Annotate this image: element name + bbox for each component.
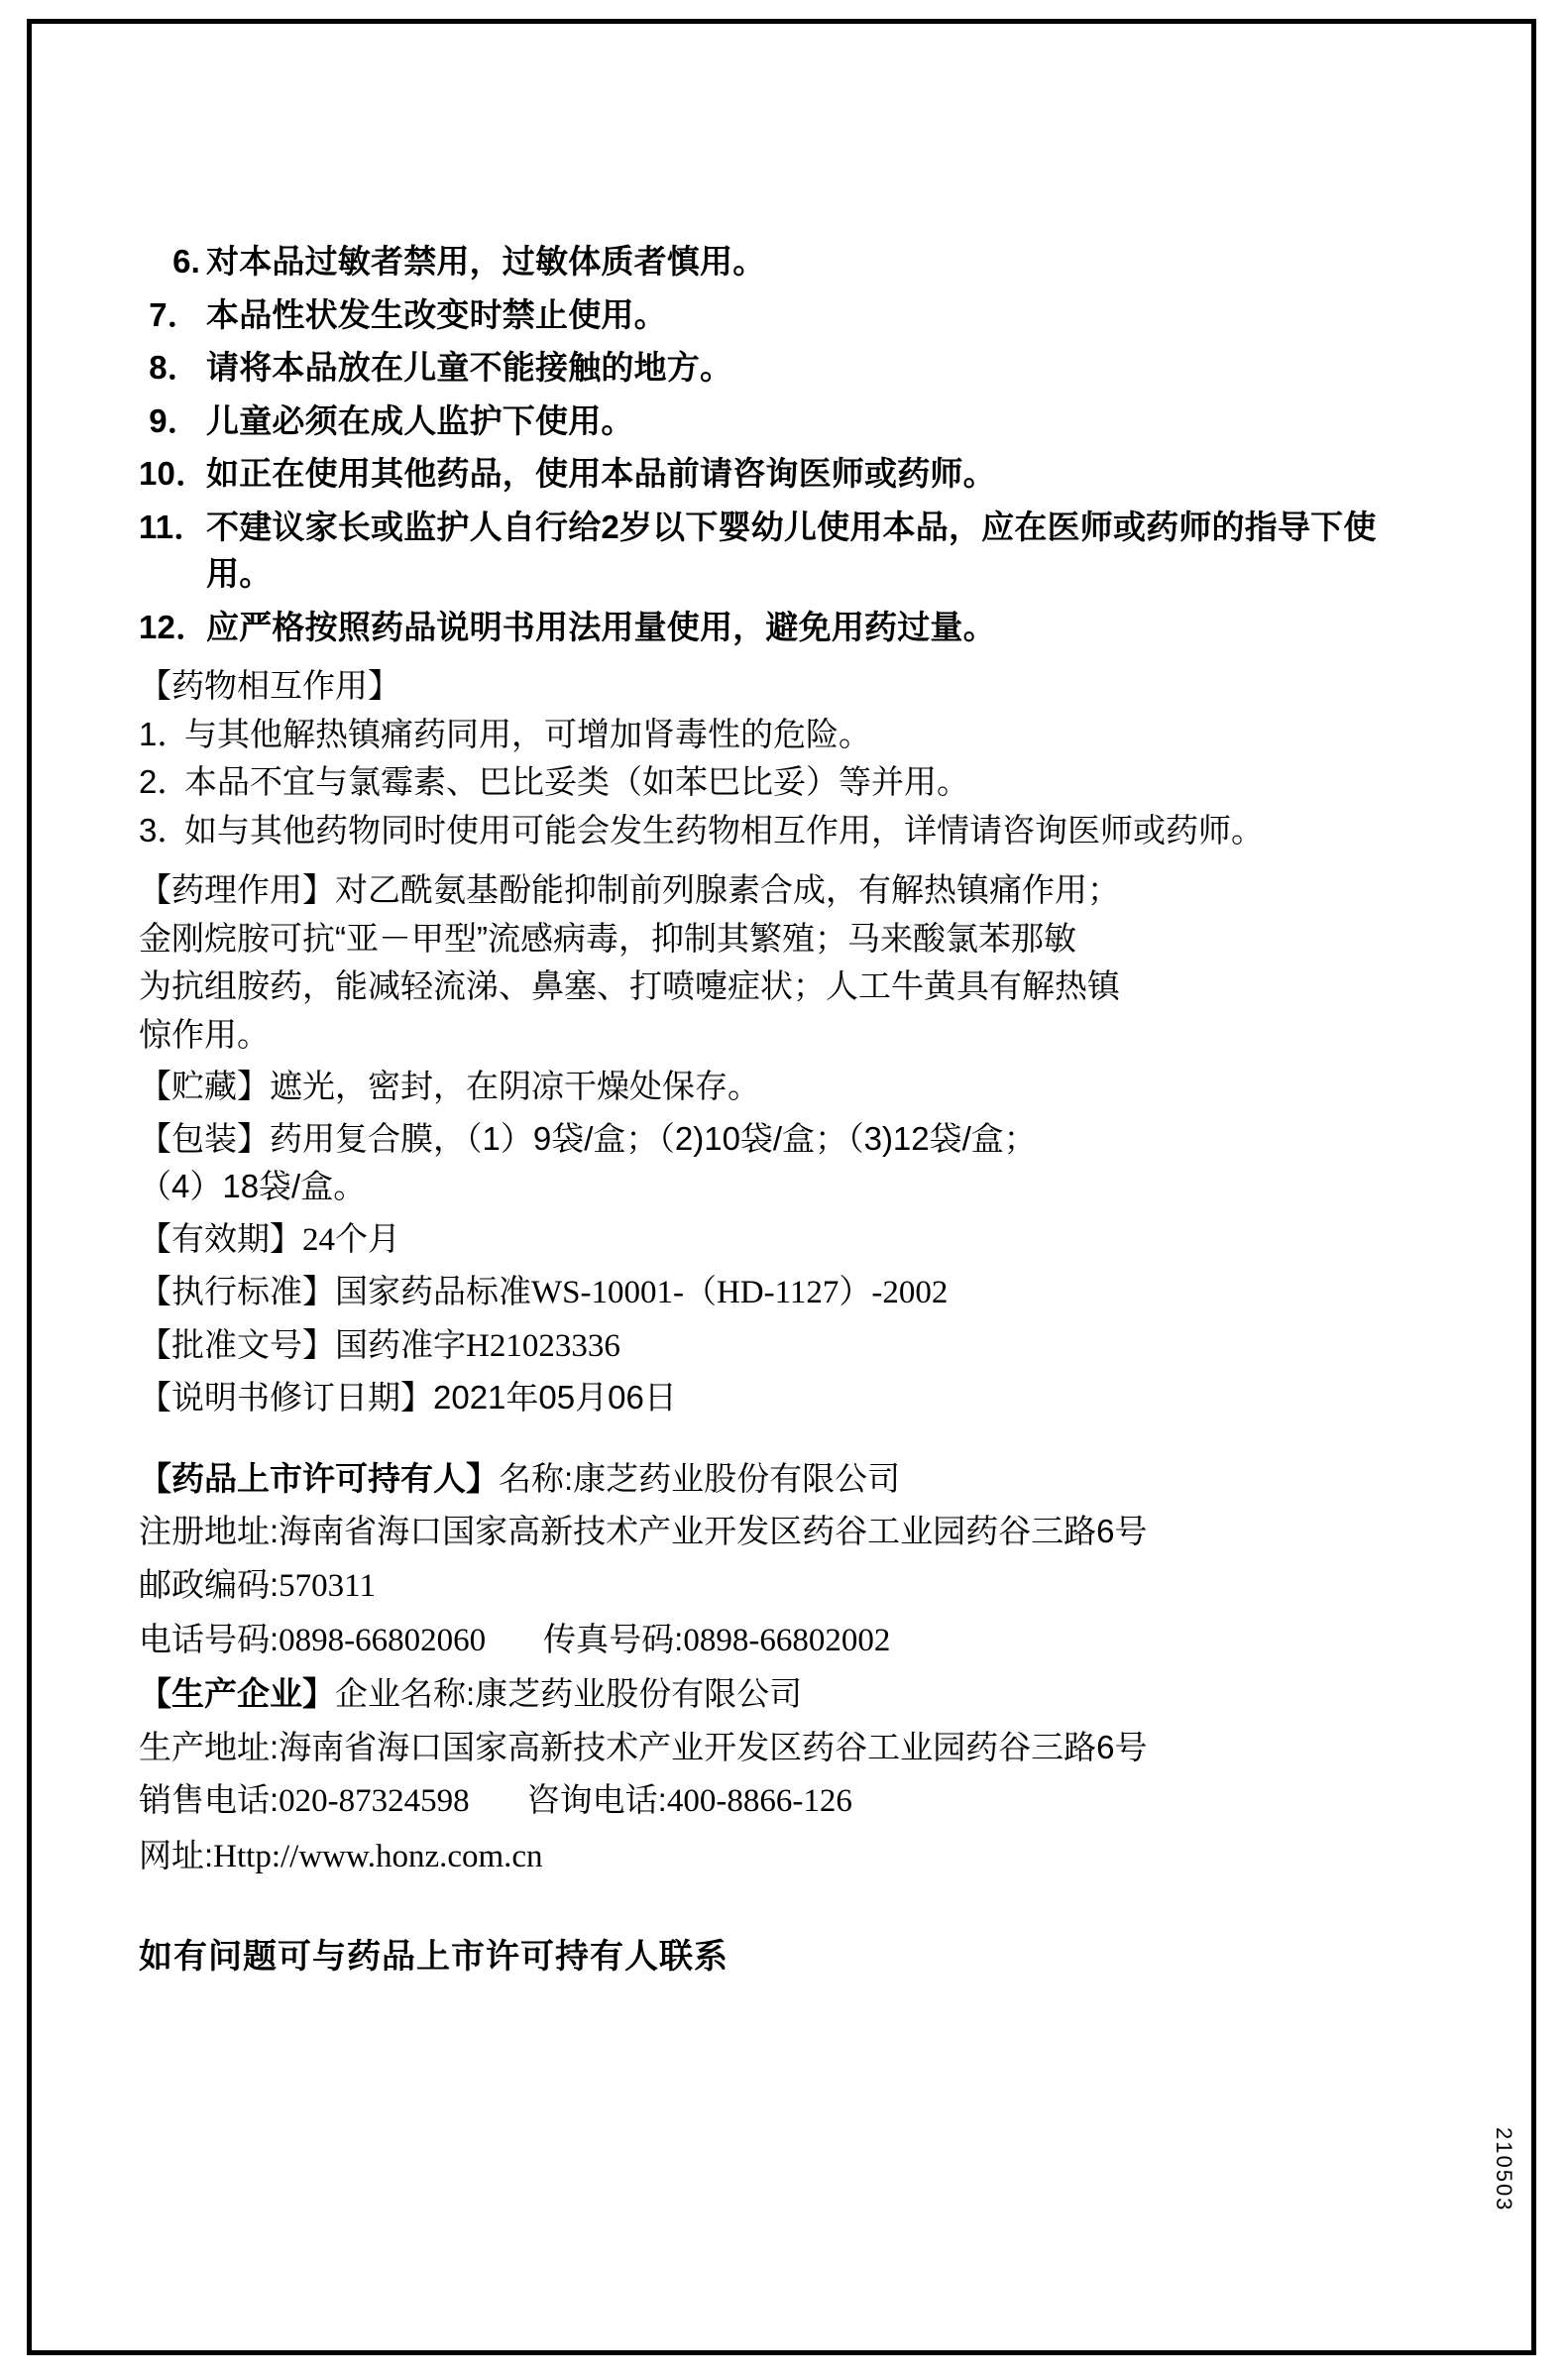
pharmacology-line2: 金刚烷胺可抗“亚－甲型”流感病毒，抑制其繁殖；马来酸氯苯那敏: [139, 919, 1076, 957]
holder-name-prefix: 名称:: [499, 1459, 574, 1497]
packaging-line1: 药用复合膜，（1）9袋/盒；（2)10袋/盒；（3)12袋/盒；: [270, 1119, 1037, 1157]
warning-text: 儿童必须在成人监护下使用。: [206, 401, 634, 439]
storage-line: [139, 1063, 1417, 1111]
shelf-life-line: [139, 1215, 1417, 1265]
shelf-life-label: 【有效期】: [139, 1219, 302, 1257]
storage-text: 遮光，密封，在阴凉干燥处保存。: [270, 1068, 760, 1105]
warning-number: 7．: [149, 295, 200, 333]
manufacturer-phones-line: [139, 1773, 1417, 1828]
shelf-life-text: 24个月: [302, 1221, 400, 1258]
pharmacology-line: [139, 866, 1417, 915]
warning-text: 如正在使用其他药品，使用本品前请咨询医师或药师。: [206, 455, 996, 493]
section-interaction: [139, 662, 1417, 854]
interaction-text: 本品不宜与氯霉素、巴比妥类（如苯巴比妥）等并用。: [184, 763, 969, 801]
approval-label: 【批准文号】: [139, 1325, 335, 1363]
holder-postcode-line: [139, 1558, 1417, 1613]
warning-number: 9．: [149, 401, 200, 439]
holder-fax-label: 传真号码:: [543, 1620, 684, 1657]
holder-postcode: 570311: [279, 1567, 376, 1604]
website-label: 网址:: [139, 1836, 214, 1873]
warning-text: 对本品过敏者禁用，过敏体质者慎用。: [206, 243, 766, 280]
warning-item: [139, 291, 1417, 339]
standard-line: [139, 1268, 1417, 1317]
holder-postcode-label: 邮政编码:: [139, 1565, 280, 1603]
footer-note: 如有问题可与药品上市许可持有人联系: [139, 1938, 728, 1977]
storage-label: 【贮藏】: [139, 1068, 270, 1105]
holder-address-label: 注册地址:: [139, 1513, 280, 1550]
interaction-item: [139, 711, 1417, 759]
packaging-line1-wrap: [139, 1115, 1417, 1164]
consult-phone: 400-8866-126: [666, 1783, 852, 1820]
holder-phone-line: [139, 1613, 1417, 1667]
holder-label: 【药品上市许可持有人】: [139, 1459, 499, 1497]
warning-item: [139, 238, 1417, 285]
pharmacology-label: 【药理作用】: [139, 871, 335, 909]
packaging-line2: （4）18袋/盒。: [139, 1168, 367, 1205]
interaction-number: 2．: [139, 763, 190, 801]
approval-line: [139, 1321, 1417, 1371]
sales-label: 销售电话:: [139, 1781, 280, 1819]
standard-text: 国家药品标准WS-10001-（HD-1127）-2002: [335, 1275, 949, 1311]
warning-item: [139, 344, 1417, 392]
warning-number: 10．: [139, 455, 209, 493]
section-revision: [139, 1374, 1417, 1422]
warning-item: [139, 450, 1417, 498]
warning-number: 8．: [149, 349, 200, 387]
interaction-item: [139, 758, 1417, 807]
pharmacology-line3: 为抗组胺药，能减轻流涕、鼻塞、打喷嚏症状；人工牛黄具有解热镇: [139, 967, 1120, 1005]
warning-text: 不建议家长或监护人自行给2岁以下婴幼儿使用本品，应在医师或药师的指导下使用。: [206, 508, 1377, 593]
website-line: [139, 1829, 1417, 1883]
section-storage: [139, 1063, 1417, 1111]
warning-item: [139, 604, 1417, 651]
sales-phone: 020-87324598: [279, 1783, 470, 1820]
holder-name: 康芝药业股份有限公司: [573, 1459, 901, 1497]
warning-number: 12．: [139, 608, 209, 645]
holder-phone-label: 电话号码:: [139, 1620, 280, 1657]
manufacturer-name-line: [139, 1667, 1417, 1720]
section-shelf-life: [139, 1215, 1417, 1265]
revision-line: [139, 1374, 1417, 1422]
manufacturer-label: 【生产企业】: [139, 1675, 335, 1713]
interaction-text: 与其他解热镇痛药同用，可增加肾毒性的危险。: [184, 715, 871, 752]
section-holder-manufacturer: [139, 1452, 1417, 1884]
warning-text: 本品性状发生改变时禁止使用。: [206, 295, 667, 333]
approval-text: 国药准字H21023336: [335, 1327, 620, 1364]
interaction-item: [139, 807, 1417, 855]
revision-text: 2021年05月06日: [433, 1379, 677, 1417]
interaction-label: 【药物相互作用】: [139, 667, 400, 705]
holder-phone: 0898-66802060: [279, 1622, 487, 1658]
standard-label: 【执行标准】: [139, 1273, 335, 1310]
warning-number: 11．: [139, 508, 207, 545]
interaction-number: 1．: [139, 715, 190, 752]
warning-item: [139, 397, 1417, 445]
section-pharmacology: [139, 866, 1417, 1059]
website-url[interactable]: Http://www.honz.com.cn: [213, 1838, 543, 1874]
revision-label: 【说明书修订日期】: [139, 1379, 433, 1417]
warning-text: 应严格按照药品说明书用法用量使用，避免用药过量。: [206, 608, 996, 645]
holder-address-line: [139, 1505, 1417, 1557]
holder-name-line: [139, 1452, 1417, 1505]
consult-label: 咨询电话:: [526, 1781, 667, 1819]
warnings-list: [139, 238, 1417, 650]
holder-address: 海南省海口国家高新技术产业开发区药谷工业园药谷三路6号: [279, 1513, 1148, 1550]
holder-fax: 0898-66802002: [683, 1622, 891, 1658]
pharmacology-line4: 惊作用。: [139, 1015, 270, 1053]
leaflet-content: [139, 238, 1417, 2011]
section-approval: [139, 1321, 1417, 1371]
manufacturer-address-line: [139, 1721, 1417, 1773]
interaction-text: 如与其他药物同时使用可能会发生药物相互作用，详情请咨询医师或药师。: [184, 811, 1264, 849]
interaction-number: 3．: [139, 811, 190, 849]
manufacturer-name-prefix: 企业名称:: [335, 1675, 476, 1713]
warning-item: [139, 504, 1417, 598]
section-standard: [139, 1268, 1417, 1317]
manufacturer-address-label: 生产地址:: [139, 1728, 280, 1765]
warning-text: 请将本品放在儿童不能接触的地方。: [206, 349, 733, 387]
warning-number: 6.: [172, 243, 200, 280]
pharmacology-line1: 对乙酰氨基酚能抑制前列腺素合成，有解热镇痛作用；: [335, 871, 1120, 909]
section-packaging: [139, 1115, 1417, 1211]
side-print-code: 210503: [1492, 2126, 1516, 2211]
packaging-label: 【包装】: [139, 1119, 270, 1157]
manufacturer-name: 康芝药业股份有限公司: [475, 1675, 803, 1713]
manufacturer-address: 海南省海口国家高新技术产业开发区药谷工业园药谷三路6号: [279, 1728, 1148, 1765]
